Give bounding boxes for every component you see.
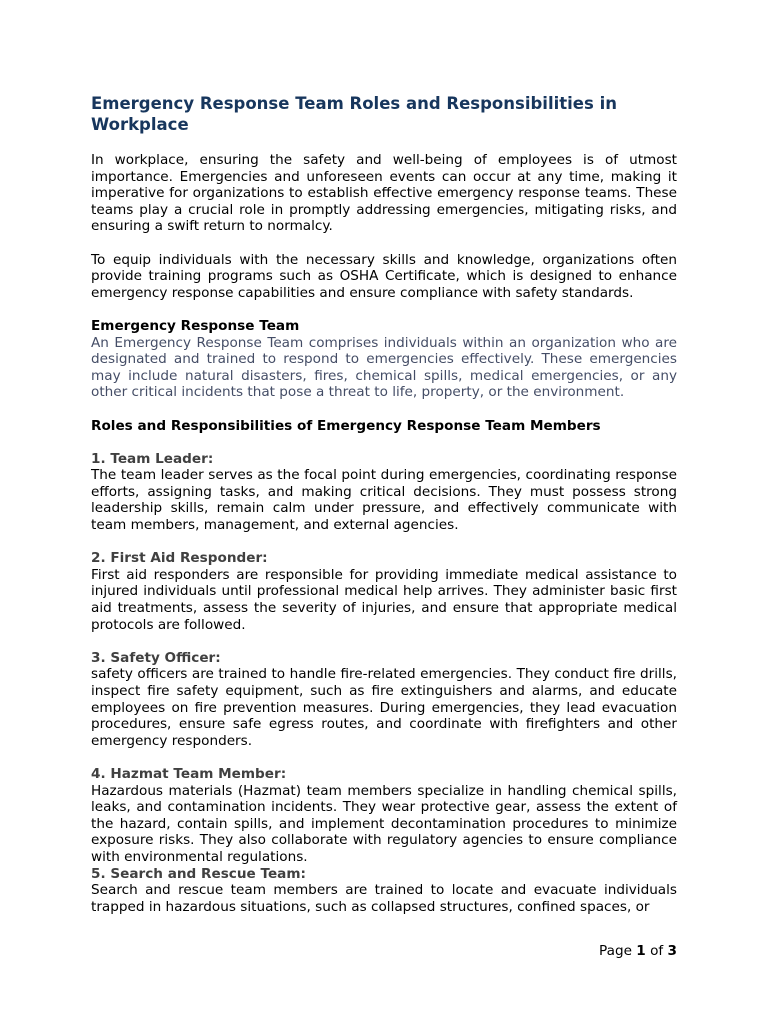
page-of-label: of xyxy=(650,943,664,959)
role-title-search-rescue: 5. Search and Rescue Team: xyxy=(91,865,306,882)
intro-paragraph-1: In workplace, ensuring the safety and well-being of employees is of utmost importance. Emergencies and unforeseen events can occur at any time, making it imperative for organizations to establish effective emergency response teams. These teams play a crucial role in promptly addressing emergencies, mitigating risks, and ensuring a swift return to normalcy. xyxy=(91,152,677,235)
role-title-first-aid: 2. First Aid Responder: xyxy=(91,550,268,567)
spacer xyxy=(91,633,677,650)
spacer xyxy=(91,135,677,152)
spacer xyxy=(91,401,677,418)
ert-body: An Emergency Response Team comprises individuals within an organization who are designated and trained to respond to emergencies effectively. These emergencies may include natural disasters, fires, chemical spills, medical emergencies, or any other critical incidents that pose a threat to life, property, or the environment. xyxy=(91,334,677,401)
role-title-safety-officer: 3. Safety Officer: xyxy=(91,649,221,666)
spacer xyxy=(91,301,677,318)
spacer xyxy=(91,235,677,252)
role-body-safety-officer: safety officers are trained to handle fire-related emergencies. They conduct fire drills, inspect fire safety equipment, such as fire extinguishers and alarms, and educate employees on fire prevention measures. During emergencies, they lead evacuation procedures, ensure safe egress routes, and coordinate with firefighters and other emergency responders. xyxy=(91,666,677,749)
intro-paragraph-2: To equip individuals with the necessary skills and knowledge, organizations often provide training programs such as OSHA Certificate, which is designed to enhance emergency response capabilities and ensure compliance with safety standards. xyxy=(91,251,677,301)
role-body-first-aid: First aid responders are responsible for providing immediate medical assistance to injured individuals until professional medical help arrives. They administer basic first aid treatments, assess the severity of injuries, and ensure that appropriate medical protocols are followed. xyxy=(91,566,677,633)
document-page xyxy=(91,93,677,915)
role-body-hazmat: Hazardous materials (Hazmat) team members specialize in handling chemical spills, leaks, and contamination incidents. They wear protective gear, assess the extent of the hazard, contain spills, and implement decontamination procedures to minimize exposure risks. They also collaborate with regulatory agencies to ensure compliance with environmental regulations. xyxy=(91,782,677,865)
page-number xyxy=(599,943,677,960)
spacer xyxy=(91,434,677,451)
role-title-hazmat: 4. Hazmat Team Member: xyxy=(91,765,287,782)
ert-heading: Emergency Response Team xyxy=(91,317,300,334)
role-title-team-leader: 1. Team Leader: xyxy=(91,450,214,467)
roles-heading: Roles and Responsibilities of Emergency Response Team Members xyxy=(91,417,601,434)
page-label: Page xyxy=(599,943,632,959)
total-pages: 3 xyxy=(667,943,677,959)
role-body-search-rescue: Search and rescue team members are trained to locate and evacuate individuals trapped in hazardous situations, such as collapsed structures, confined spaces, or xyxy=(91,882,677,915)
spacer xyxy=(91,534,677,551)
spacer xyxy=(91,749,677,766)
role-body-team-leader: The team leader serves as the focal point during emergencies, coordinating response efforts, assigning tasks, and making critical decisions. They must possess strong leadership skills, remain calm under pressure, and effectively communicate with team members, management, and external agencies. xyxy=(91,467,677,534)
document-title: Emergency Response Team Roles and Responsibilities in Workplace xyxy=(91,94,617,134)
current-page: 1 xyxy=(636,943,646,959)
